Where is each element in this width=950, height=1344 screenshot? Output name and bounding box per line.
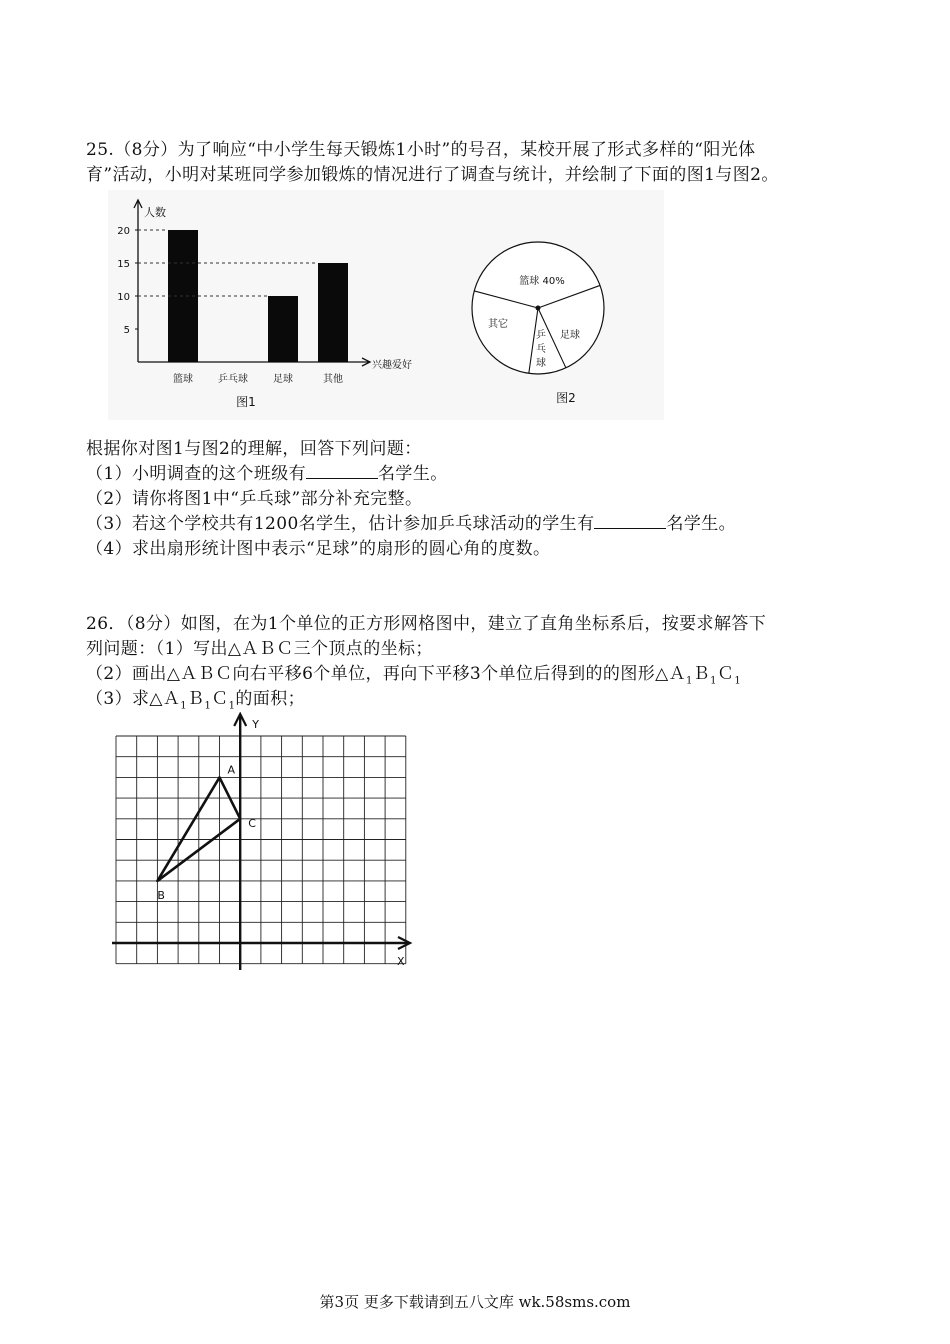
y-tick-label: 20 xyxy=(117,226,130,237)
y-axis-label: 人数 xyxy=(144,206,166,219)
category-label: 篮球 xyxy=(173,374,193,385)
coordinate-grid xyxy=(108,712,418,974)
y-tick-label: 10 xyxy=(117,292,130,303)
answer-blank-1[interactable] xyxy=(306,462,378,479)
pie-chart xyxy=(438,190,664,420)
slice-label: 乓 xyxy=(536,344,546,355)
slice-label: 篮球 40% xyxy=(519,276,565,287)
q25-intro: 根据你对图1与图2的理解，回答下列问题： xyxy=(86,439,422,459)
q25-part1-tail: 名学生。 xyxy=(378,464,448,484)
chart-title: 图2 xyxy=(556,391,576,405)
subscript: 1 xyxy=(228,700,236,712)
bar-chart xyxy=(108,190,438,420)
footer: 第3页 更多下载请到五八文库 wk.58sms.com xyxy=(319,1293,631,1311)
vertex-b: Ｂ xyxy=(187,689,205,709)
chart-title: 图1 xyxy=(236,395,256,409)
q25-part3 xyxy=(86,512,736,536)
q26-line2: 列问题：（1）写出△ＡＢＣ三个顶点的坐标； xyxy=(86,639,433,659)
category-label: 足球 xyxy=(273,374,293,385)
bar xyxy=(318,263,348,362)
x-axis-label: X xyxy=(397,955,405,968)
slice-label: 乒 xyxy=(536,330,546,341)
slice-label: 足球 xyxy=(560,330,580,341)
vertex-b: Ｂ xyxy=(692,664,711,684)
x-axis-label: 兴趣爱好 xyxy=(372,360,412,371)
subscript: 1 xyxy=(734,675,742,687)
vertex-c: Ｃ xyxy=(716,664,735,684)
q26-line4-text: （3）求△Ａ xyxy=(86,689,181,709)
y-axis-label: Y xyxy=(252,718,259,731)
vertex-c: Ｃ xyxy=(211,689,229,709)
vertex-label: A xyxy=(227,763,236,777)
category-label: 乒乓球 xyxy=(218,374,248,385)
q26-line3-text: （2）画出△ＡＢＣ向右平移6个单位，再向下平移3个单位后得到的的图形△Ａ xyxy=(86,664,686,684)
q25-part1 xyxy=(86,462,448,486)
q25-line2: 育”活动，小明对某班同学参加锻炼的情况进行了调查与统计，并绘制了下面的图1与图2。 xyxy=(86,165,779,185)
bar xyxy=(268,296,298,362)
q25-part1-text: （1）小明调查的这个班级有 xyxy=(86,464,307,484)
q25-part3-text: （3）若这个学校共有1200名学生，估计参加乒乓球活动的学生有 xyxy=(86,514,595,534)
q26-line4-tail: 的面积； xyxy=(235,689,306,709)
subscript: 1 xyxy=(180,700,188,712)
pie-center xyxy=(536,306,541,311)
q25-part4: （4）求出扇形统计图中表示“足球”的扇形的圆心角的度数。 xyxy=(86,539,551,559)
slice-label: 其它 xyxy=(488,319,508,330)
q25-part3-tail: 名学生。 xyxy=(666,514,737,534)
vertex-label: B xyxy=(157,888,165,902)
vertex-label: C xyxy=(248,816,256,830)
subscript: 1 xyxy=(710,675,717,687)
category-label: 其他 xyxy=(323,374,343,385)
slice-label: 球 xyxy=(536,358,546,369)
q26-line1: 26．（8分）如图，在为1个单位的正方形网格图中，建立了直角坐标系后，按要求解答下 xyxy=(86,614,767,634)
subscript: 1 xyxy=(686,675,693,687)
q25-part2: （2）请你将图1中“乒乓球”部分补充完整。 xyxy=(86,489,423,509)
y-tick-label: 15 xyxy=(117,259,130,270)
subscript: 1 xyxy=(204,700,212,712)
answer-blank-2[interactable] xyxy=(594,512,666,529)
q25-line1: 25.（8分）为了响应“中小学生每天锻炼1小时”的号召，某校开展了形式多样的“阳光体 xyxy=(86,140,756,160)
y-tick-label: 5 xyxy=(123,325,130,336)
